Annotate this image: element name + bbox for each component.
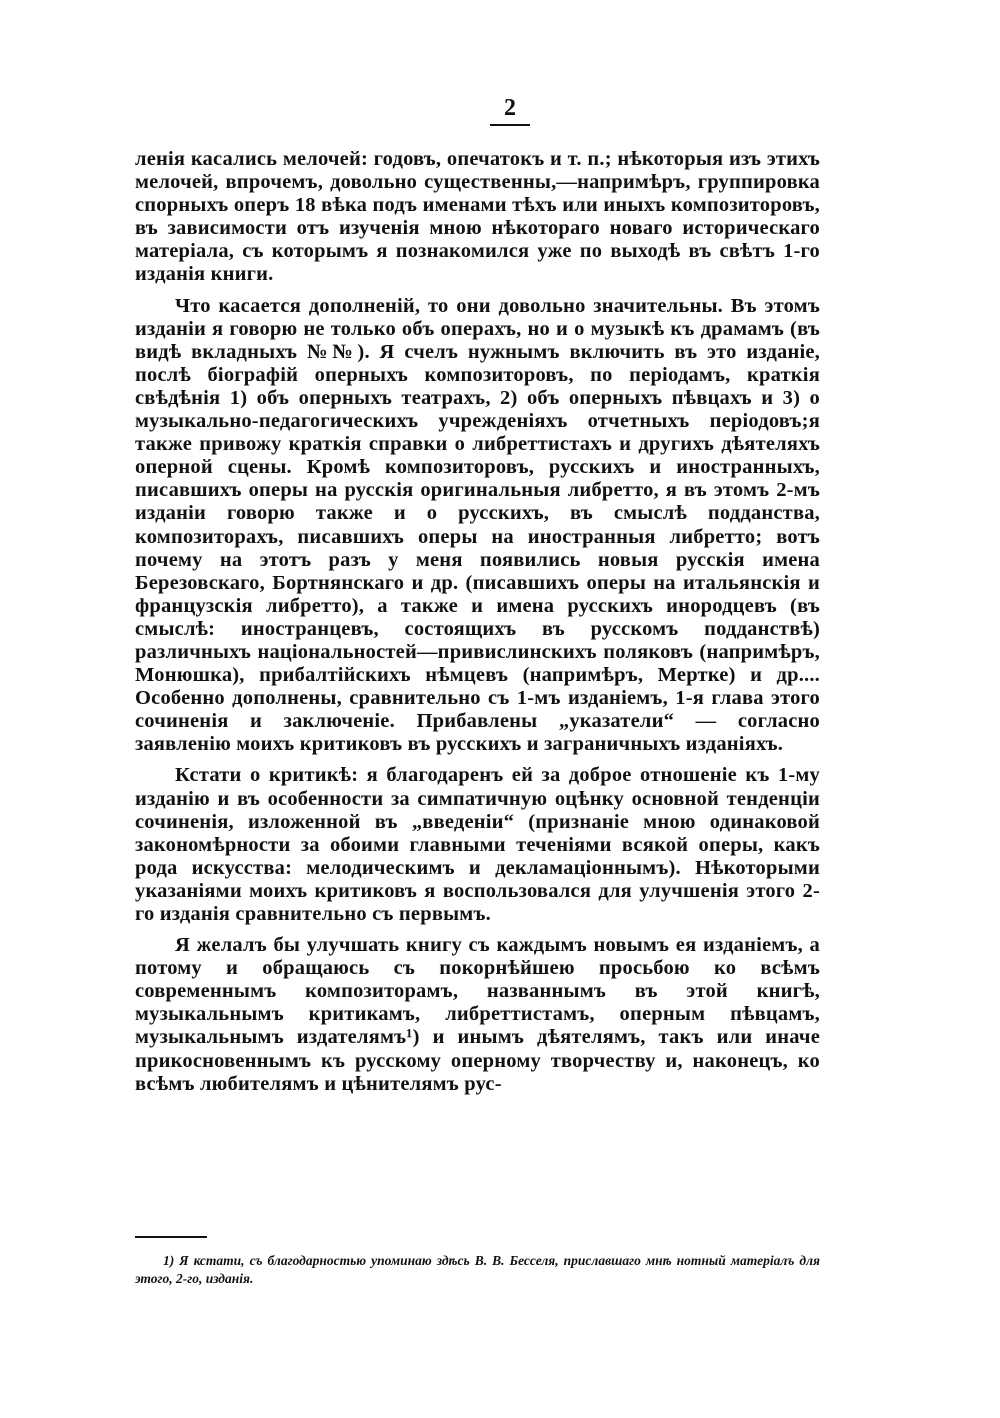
footnote-separator [135,1236,207,1238]
paragraph-3: Кстати о критикѣ: я благодаренъ ей за доброе отношеніе къ 1-му изданію и въ особенности за симпатичную оцѣнку основной тенденціи сочиненія, изложенной въ „введеніи“ (признаніе мною одинаковой закономѣрности за обоими главными теченіями всякой оперы, какъ рода искусства: мелодическимъ и декламаціоннымъ). Нѣкоторыми указаніями моихъ критиковъ я воспользовался для улучшенія этого 2-го изданія сравнительно съ первымъ. [135,764,820,925]
body-text [135,148,820,1104]
paragraph-4: Я желалъ бы улучшать книгу съ каждымъ новымъ ея изданіемъ, а потому и обращаюсь съ покорнѣйшею просьбою ко всѣмъ современнымъ композиторамъ, названнымъ въ этой книгѣ, музыкальнымъ критикамъ, либреттистамъ, оперным пѣвцамъ, музыкальнымъ издателямъ¹) и инымъ дѣятелямъ, такъ или иначе прикосновеннымъ къ русскому оперному творчеству и, наконецъ, ко всѣмъ любителямъ и цѣнителямъ рус- [135,934,820,1095]
page-number [0,95,1000,126]
paragraph-1: ленія касались мелочей: годовъ, опечатокъ и т. п.; нѣкоторыя изъ этихъ мелочей, впрочемъ, довольно существенны,—напримѣръ, группировка спорныхъ оперъ 18 вѣка подъ именами тѣхъ или иныхъ композиторовъ, въ зависимости отъ изученія мною нѣкотораго новаго историческаго матеріала, съ которымъ я познакомился уже по выходѣ въ свѣтъ 1-го изданія книги. [135,148,820,286]
paragraph-2: Что касается дополненій, то они довольно значительны. Въ этомъ изданіи я говорю не только объ операхъ, но и о музыкѣ къ драмамъ (въ видѣ вкладныхъ №№). Я счелъ нужнымъ включить въ это изданіе, послѣ біографій оперныхъ композиторовъ, по періодамъ, краткія свѣдѣнія 1) объ оперныхъ театрахъ, 2) объ оперныхъ пѣвцахъ и 3) о музыкально-педагогическихъ учрежденіяхъ отчетныхъ періодовъ;я также привожу краткія справки о либреттистахъ и другихъ дѣятеляхъ оперной сцены. Кромѣ композиторовъ, русскихъ и иностранныхъ, писавшихъ оперы на русскія оригинальныя либретто, я въ этомъ 2-мъ изданіи говорю также и о русскихъ, въ смыслѣ подданства, композиторахъ, писавшихъ оперы на иностранныя либретто; вотъ почему на этотъ разъ у меня появились новыя русскія имена Березовскаго, Бортнянскаго и др. (писавшихъ оперы на итальянскія и французскія либретто), а также и имена русскихъ инородцевъ (въ смыслѣ: иностранцевъ, состоящихъ въ русскомъ подданствѣ) различныхъ національностей—привислинскихъ поляковъ (напримѣръ, Монюшка), прибалтійскихъ нѣмцевъ (напримѣръ, Мертке) и др.... Особенно дополнены, сравнительно съ 1-мъ изданіемъ, 1-я глава этого сочиненія и заключеніе. Прибавлены „указатели“ — согласно заявленію моихъ критиковъ въ русскихъ и заграничныхъ изданіяхъ. [135,294,820,756]
page-number-text: 2 [490,95,530,126]
footnote: 1) Я кстати, съ благодарностью упоминаю здѣсь В. В. Бесселя, приславшаго мнѣ нотный матеріалъ для этого, 2-го, изданія. [135,1253,820,1286]
